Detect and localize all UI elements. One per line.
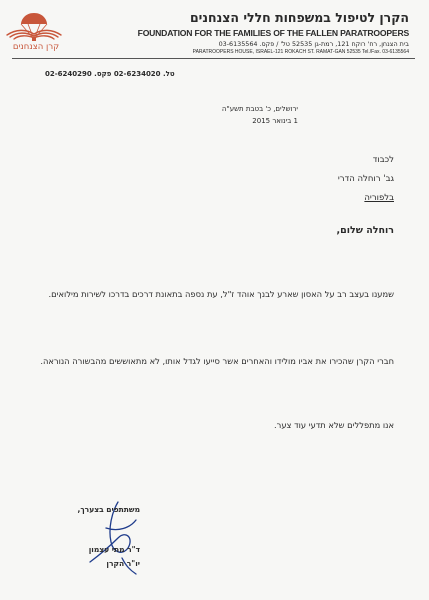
hebrew-date: ירושלים, כ' בטבת תשע"ה xyxy=(221,105,298,113)
header-divider xyxy=(12,58,415,59)
closing-line: משתתפים בצערך, xyxy=(77,505,140,514)
recipient-block xyxy=(338,151,394,208)
body-paragraph: חברי הקרן שהכירו את אביו מולידו והאחרים אשר סייעו לגדל אותו, לא מתאוששים מהבשורה הנוראה. xyxy=(40,356,394,366)
recipient-location: בלפוריה xyxy=(364,193,394,203)
address-hebrew: בית הצנחן, רח' רוקח 121, רמת-גן 52535 טל' / פקס. 03-6135564 xyxy=(218,40,409,48)
address-english: PARATROOPERS HOUSE, ISRAEL-121 ROKACH ST. RAMAT-GAN 52535 Tel./Fax. 03-6135564 xyxy=(192,49,409,55)
greeting: רוחלה שלום, xyxy=(336,225,394,236)
body-paragraph: שמענו בעצב רב על האסון שארע לבנך אוהד ז"ל, עת נספה בתאונת דרכים בדרכו לשירות מילואים. xyxy=(48,289,394,299)
recipient-salutation: לכבוד xyxy=(372,155,394,165)
signer-title: יו"ר הקרן xyxy=(106,559,140,568)
body-paragraph: אנו מתפללים שלא תדעי עוד צער. xyxy=(274,420,394,430)
org-name-english: FOUNDATION FOR THE FAMILIES OF THE FALLEN PARATROOPERS xyxy=(137,28,409,38)
signer-block xyxy=(50,543,140,571)
date-block xyxy=(222,103,298,127)
contact-phone-fax: טל. 02-6234020 פקס. 02-6240290 xyxy=(45,70,175,78)
recipient-name: גב' רוחלה הדרי xyxy=(337,174,394,184)
logo-caption: קרן הצנחנים xyxy=(12,42,60,52)
org-name-hebrew: הקרן לטיפול במשפחות חללי הצנחנים xyxy=(189,10,409,25)
gregorian-date: 1 בינואר 2015 xyxy=(252,117,298,125)
signer-name: ד"ר מתי עצמון xyxy=(88,545,140,554)
